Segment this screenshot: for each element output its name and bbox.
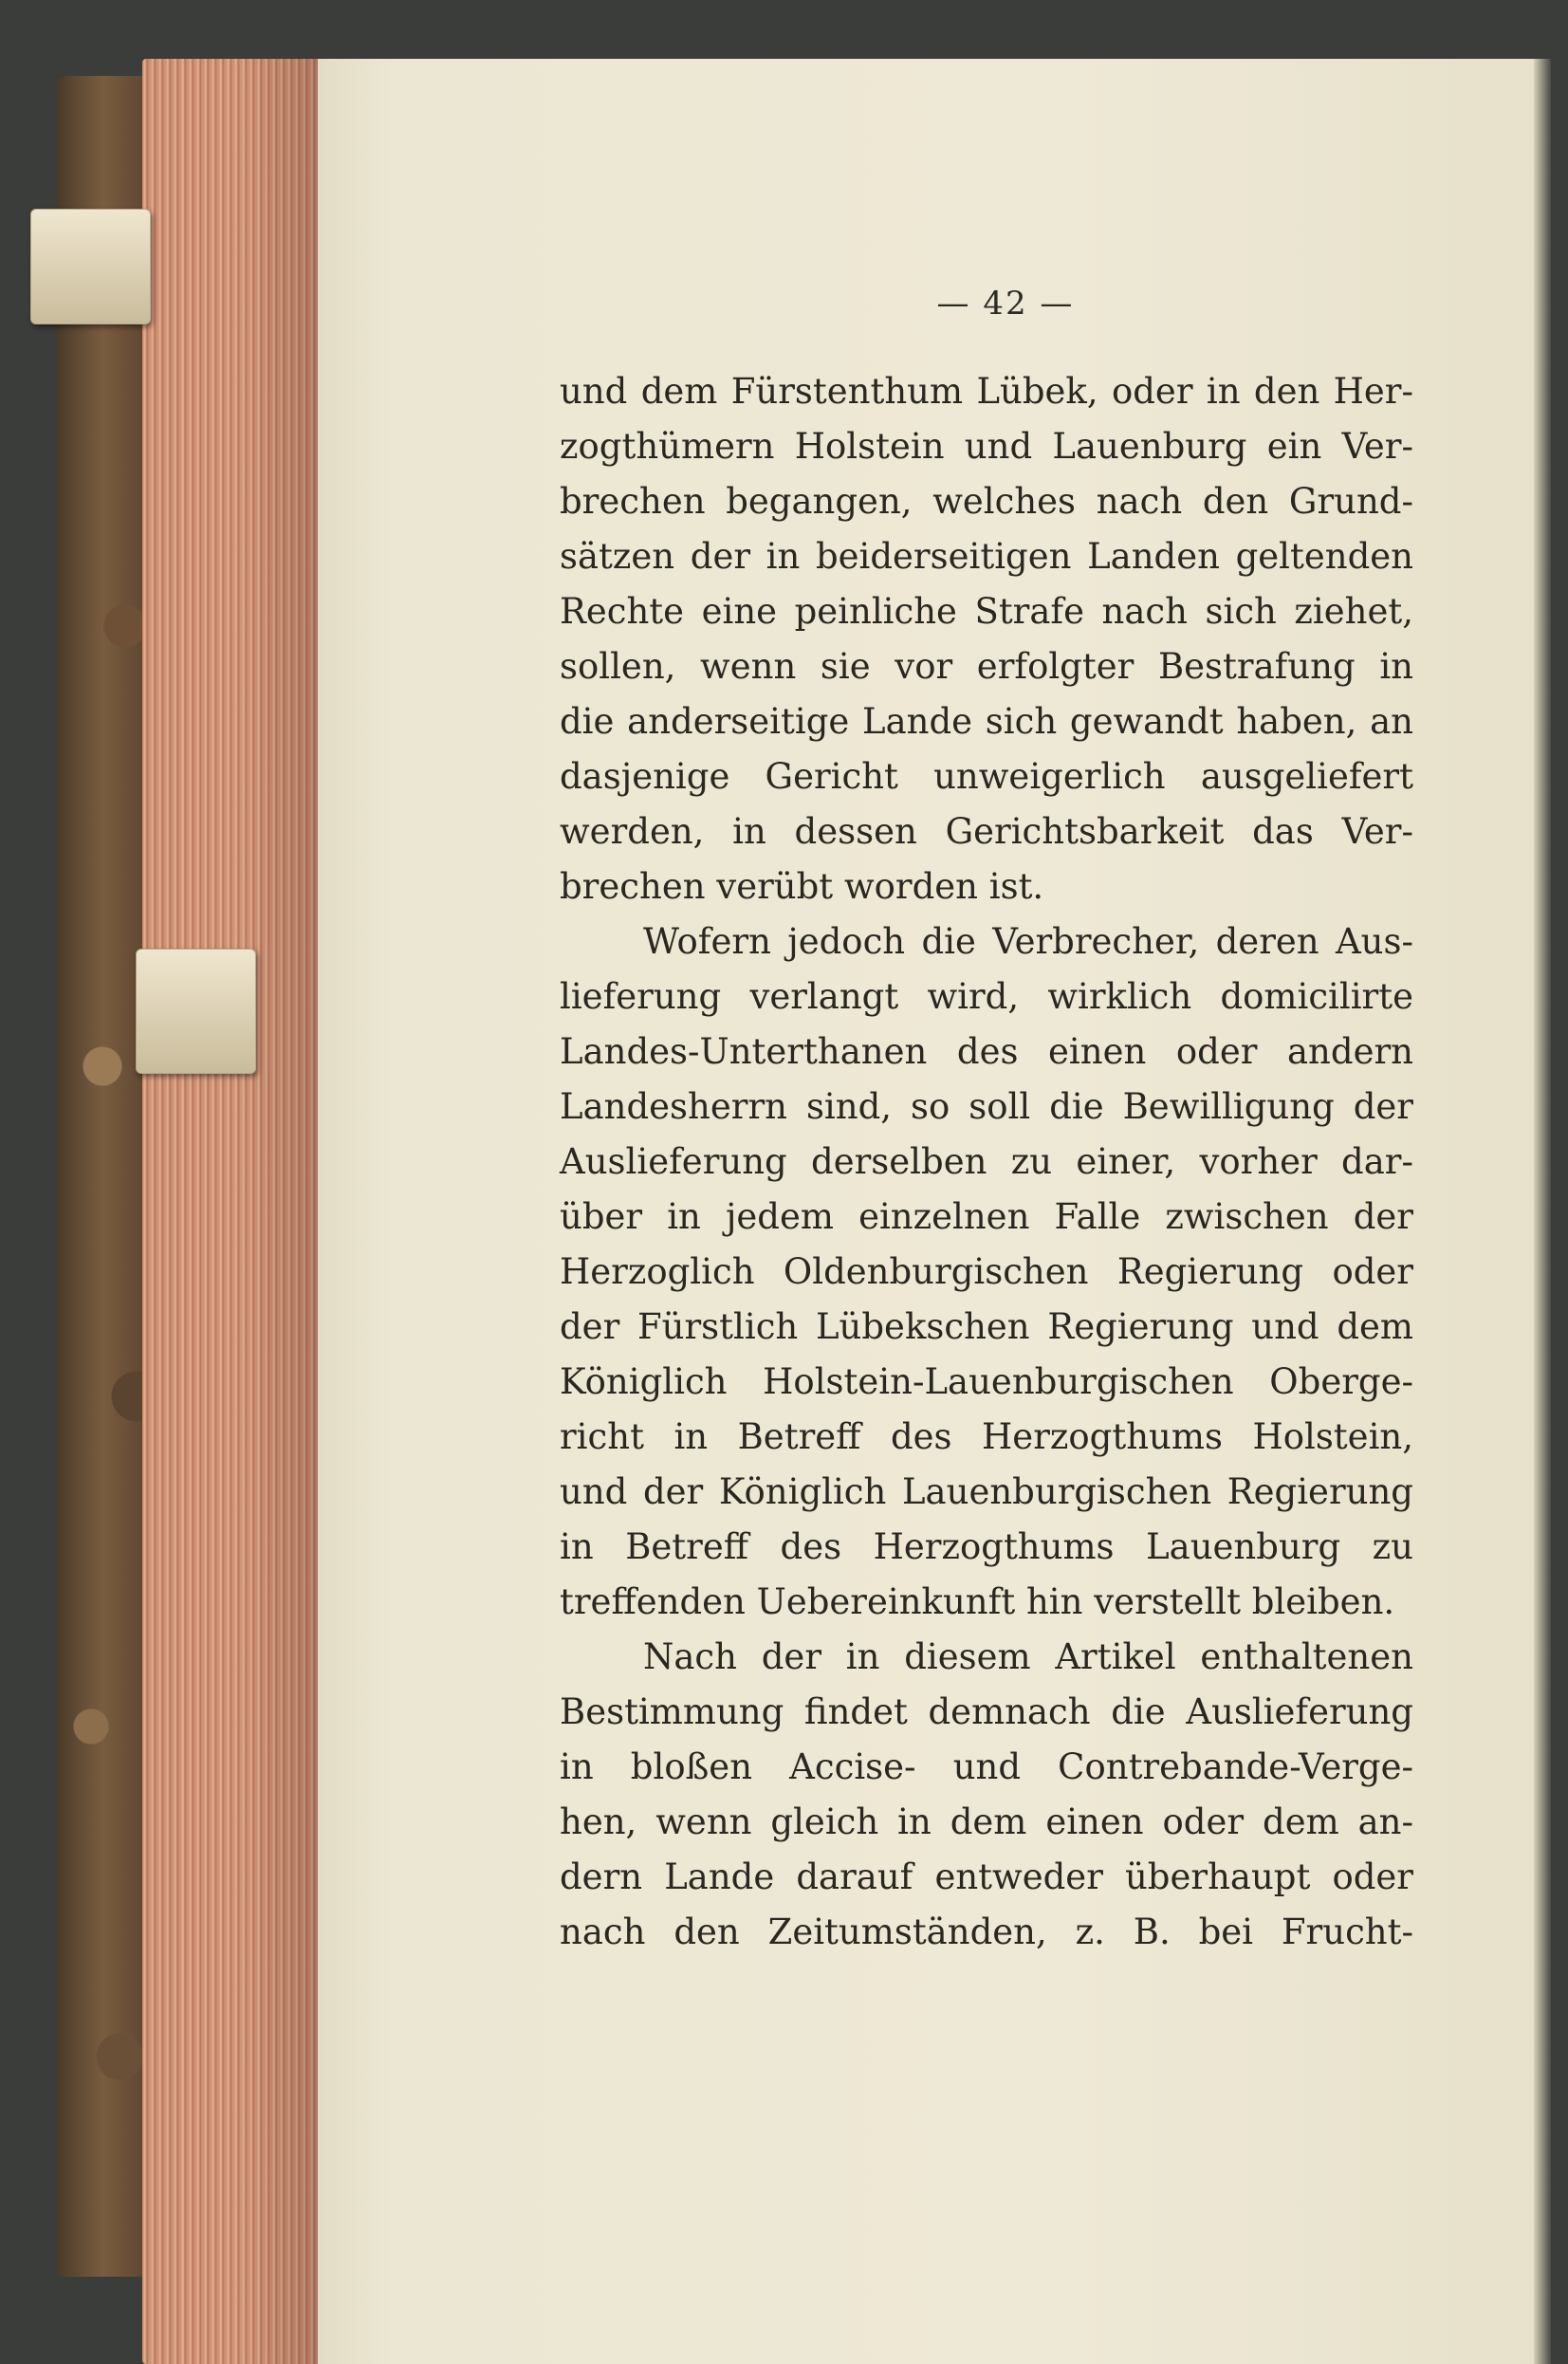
text-line: sollen, wenn sie vor erfolgter Bestrafung in: [560, 646, 1413, 687]
text-line: Herzoglich Oldenburgischen Regierung oder: [560, 1251, 1413, 1292]
page-edges-shadow: [242, 59, 327, 2364]
text-line: hen, wenn gleich in dem einen oder dem an-: [560, 1801, 1413, 1842]
text-line: brechen begangen, welches nach den Grund-: [560, 481, 1413, 522]
text-line: sätzen der in beiderseitigen Landen geltenden: [560, 536, 1413, 577]
text-line: in Betreff des Herzogthums Lauenburg zu: [560, 1526, 1413, 1567]
text-line: lieferung verlangt wird, wirklich domicilirte: [560, 976, 1413, 1017]
text-line: Rechte eine peinliche Strafe nach sich ziehet,: [560, 591, 1413, 632]
text-line: in bloßen Accise- und Contrebande-Verge-: [560, 1746, 1413, 1787]
text-line: Bestimmung findet demnach die Auslieferung: [560, 1691, 1413, 1732]
text-line: richt in Betreff des Herzogthums Holstein,: [560, 1416, 1413, 1457]
text-line: zogthümern Holstein und Lauenburg ein Ver-: [560, 426, 1413, 467]
text-line: Auslieferung derselben zu einer, vorher dar-: [560, 1141, 1413, 1182]
page-tab-marker: [30, 209, 151, 324]
text-line: dasjenige Gericht unweigerlich ausgeliefert: [560, 756, 1413, 797]
text-line: und dem Fürstenthum Lübek, oder in den Her-: [560, 371, 1413, 412]
text-line: Wofern jedoch die Verbrecher, deren Aus-: [643, 921, 1413, 962]
page-tab-marker: [136, 949, 256, 1074]
text-line: werden, in dessen Gerichtsbarkeit das Ver-: [560, 811, 1413, 852]
text-line: brechen verübt worden ist.: [560, 866, 1044, 907]
text-line: Landes-Unterthanen des einen oder andern: [560, 1031, 1413, 1072]
text-line: über in jedem einzelnen Falle zwischen der: [560, 1196, 1413, 1237]
text-line: treffenden Uebereinkunft hin verstellt bleiben.: [560, 1581, 1395, 1622]
text-line: nach den Zeitumständen, z. B. bei Frucht-: [560, 1912, 1413, 1952]
text-line: Königlich Holstein-Lauenburgischen Oberge-: [560, 1361, 1413, 1402]
page-number: — 42 —: [936, 285, 1075, 323]
text-line: der Fürstlich Lübekschen Regierung und dem: [560, 1306, 1413, 1347]
text-line: die anderseitige Lande sich gewandt haben, an: [560, 701, 1413, 742]
text-line: Nach der in diesem Artikel enthaltenen: [643, 1636, 1413, 1677]
text-line: dern Lande darauf entweder überhaupt oder: [560, 1856, 1413, 1897]
text-line: und der Königlich Lauenburgischen Regierung: [560, 1471, 1413, 1512]
text-line: Landesherrn sind, so soll die Bewilligung der: [560, 1086, 1413, 1127]
